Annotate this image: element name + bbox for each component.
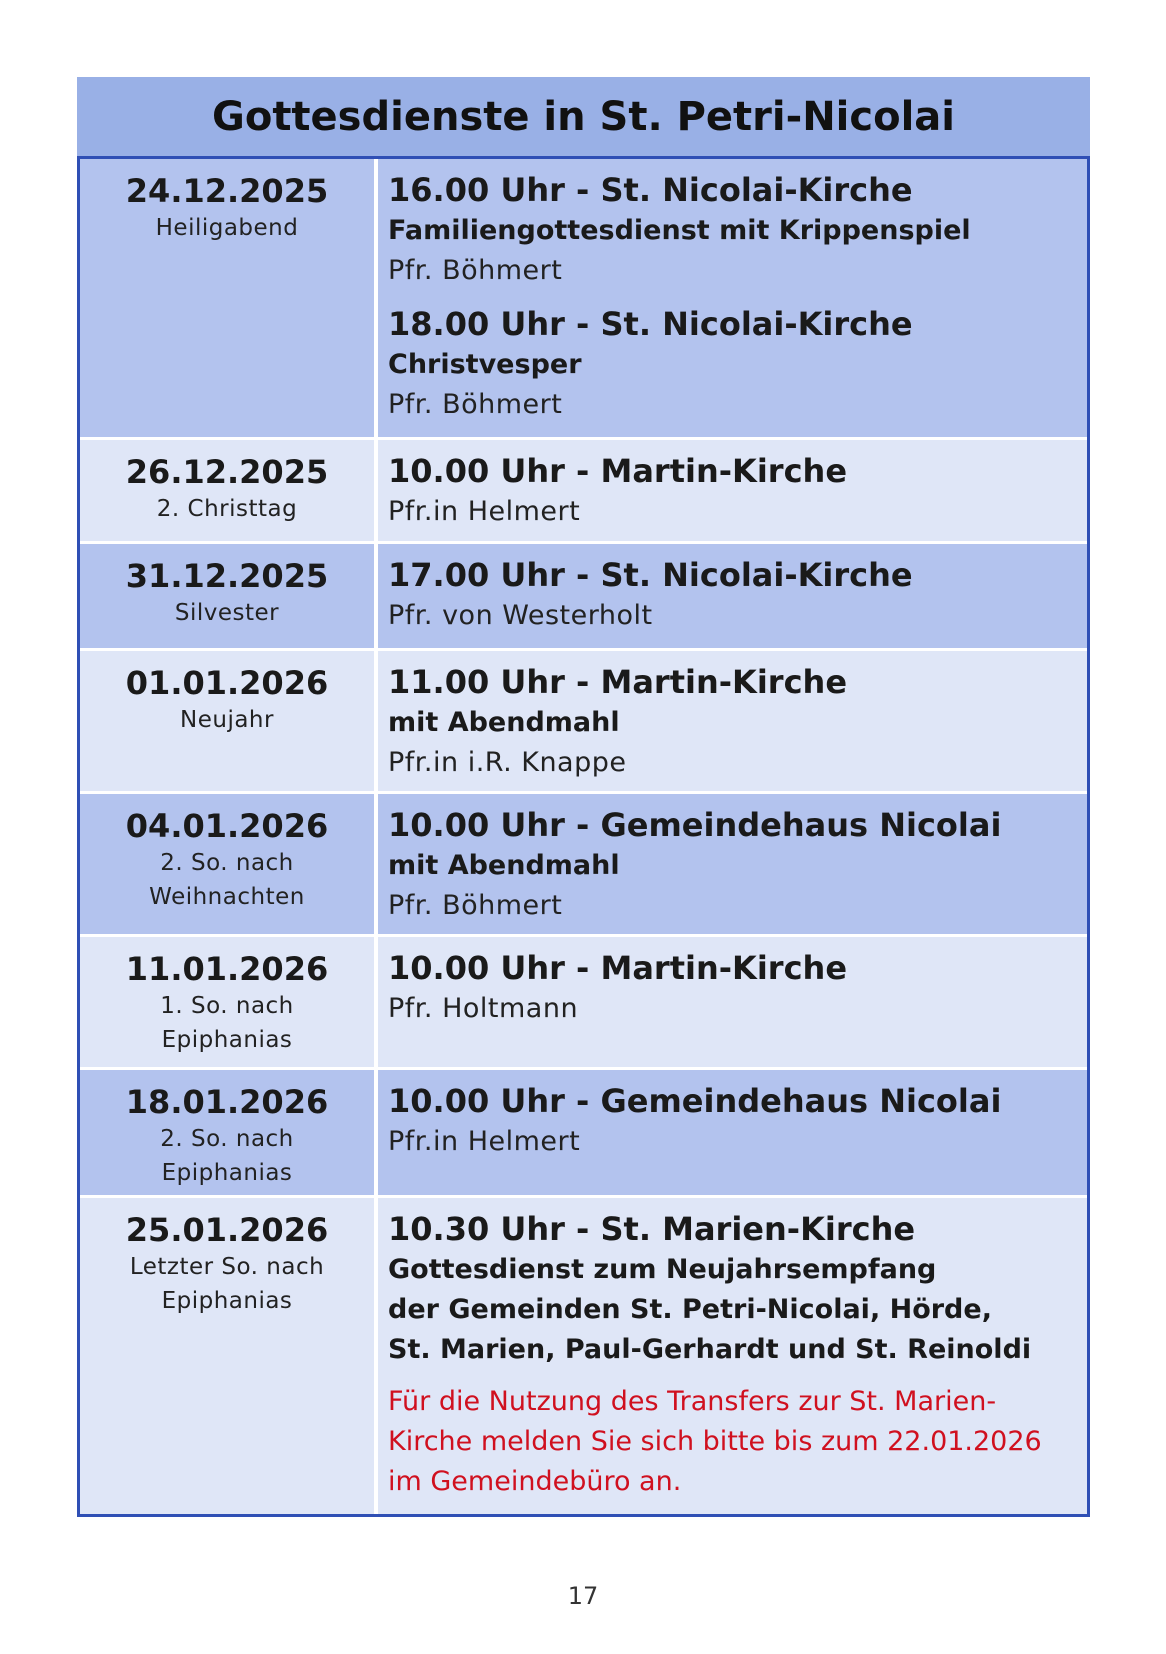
date-cell (80, 651, 378, 791)
occasion-label: 1. So. nach (160, 993, 294, 1019)
schedule-row (80, 1198, 1087, 1514)
pastor-name: Pfr.in Helmert (388, 1126, 581, 1157)
service-entry (388, 661, 1075, 783)
occasion-label: Neujahr (180, 707, 274, 733)
service-time-location: 18.00 Uhr - St. Nicolai-Kirche (388, 305, 913, 343)
service-date: 26.12.2025 (125, 453, 329, 491)
service-time-location: 10.00 Uhr - Martin-Kirche (388, 949, 848, 987)
pastor-name: Pfr. Böhmert (388, 389, 563, 420)
pastor-name: Pfr. von Westerholt (388, 600, 653, 631)
service-schedule-table (77, 156, 1090, 1517)
page-title: Gottesdienste in St. Petri-Nicolai (77, 77, 1090, 156)
date-cell (80, 1070, 378, 1195)
service-entry (388, 947, 1075, 1029)
service-type: mit Abendmahl (388, 850, 620, 881)
service-entry (388, 1208, 1075, 1370)
service-date: 01.01.2026 (125, 664, 329, 702)
service-date: 18.01.2026 (125, 1083, 329, 1121)
schedule-row (80, 440, 1087, 544)
service-time-location: 11.00 Uhr - Martin-Kirche (388, 663, 848, 701)
transfer-note: Für die Nutzung des Transfers zur St. Marien-Kirche melden Sie sich bitte bis zum 22.01.2026 im Gemeindebüro an. (388, 1386, 1042, 1497)
service-time-location: 10.00 Uhr - Gemeindehaus Nicolai (388, 1082, 1002, 1120)
occasion-label: Weihnachten (149, 884, 305, 910)
service-time-location: 10.00 Uhr - Martin-Kirche (388, 452, 848, 490)
service-entry (388, 804, 1075, 926)
pastor-name: Pfr. Böhmert (388, 255, 563, 286)
service-info-cell (378, 159, 1087, 437)
schedule-row (80, 544, 1087, 651)
occasion-label: Heiligabend (155, 215, 299, 241)
service-info-cell (378, 544, 1087, 648)
service-time-location: 10.30 Uhr - St. Marien-Kirche (388, 1210, 916, 1248)
service-type: Familiengottesdienst mit Krippenspiel (388, 215, 971, 246)
service-time-location: 10.00 Uhr - Gemeindehaus Nicolai (388, 806, 1002, 844)
service-date: 31.12.2025 (125, 557, 329, 595)
date-cell (80, 440, 378, 541)
occasion-label: Silvester (174, 600, 280, 626)
pastor-name: Pfr. Böhmert (388, 890, 563, 921)
date-cell (80, 544, 378, 648)
service-date: 04.01.2026 (125, 807, 329, 845)
date-cell (80, 1198, 378, 1514)
service-time-location: 17.00 Uhr - St. Nicolai-Kirche (388, 556, 913, 594)
occasion-label: 2. Christtag (156, 496, 298, 522)
service-entry (388, 303, 1075, 425)
schedule-row (80, 937, 1087, 1070)
service-date: 24.12.2025 (125, 172, 329, 210)
pastor-name: Pfr.in i.R. Knappe (388, 747, 627, 778)
schedule-row (80, 159, 1087, 440)
occasion-label: Letzter So. nach (129, 1254, 325, 1280)
service-date: 25.01.2026 (125, 1211, 329, 1249)
service-info-cell (378, 794, 1087, 934)
date-cell (80, 794, 378, 934)
service-info-cell (378, 440, 1087, 541)
schedule-row (80, 651, 1087, 794)
page-number: 17 (567, 1582, 599, 1610)
schedule-row (80, 794, 1087, 937)
service-entry (388, 554, 1075, 636)
service-type: St. Marien, Paul-Gerhardt und St. Reinoldi (388, 1334, 1032, 1365)
service-info-cell (378, 1070, 1087, 1195)
pastor-name: Pfr. Holtmann (388, 993, 579, 1024)
service-entry (388, 1080, 1075, 1162)
service-entry (388, 169, 1075, 291)
occasion-label: Epiphanias (161, 1288, 293, 1314)
pastor-name: Pfr.in Helmert (388, 496, 581, 527)
occasion-label: 2. So. nach (160, 850, 294, 876)
service-date: 11.01.2026 (125, 950, 329, 988)
occasion-label: Epiphanias (161, 1027, 293, 1053)
date-cell (80, 937, 378, 1067)
service-type: Christvesper (388, 349, 582, 380)
service-info-cell (378, 651, 1087, 791)
schedule-page (77, 77, 1090, 1517)
occasion-label: Epiphanias (161, 1160, 293, 1186)
service-type: mit Abendmahl (388, 707, 620, 738)
occasion-label: 2. So. nach (160, 1126, 294, 1152)
service-entry (388, 450, 1075, 532)
service-info-cell (378, 1198, 1087, 1514)
service-type: der Gemeinden St. Petri-Nicolai, Hörde, (388, 1294, 992, 1325)
service-type: Gottesdienst zum Neujahrsempfang (388, 1254, 937, 1285)
service-time-location: 16.00 Uhr - St. Nicolai-Kirche (388, 171, 913, 209)
date-cell (80, 159, 378, 437)
service-info-cell (378, 937, 1087, 1067)
schedule-row (80, 1070, 1087, 1198)
